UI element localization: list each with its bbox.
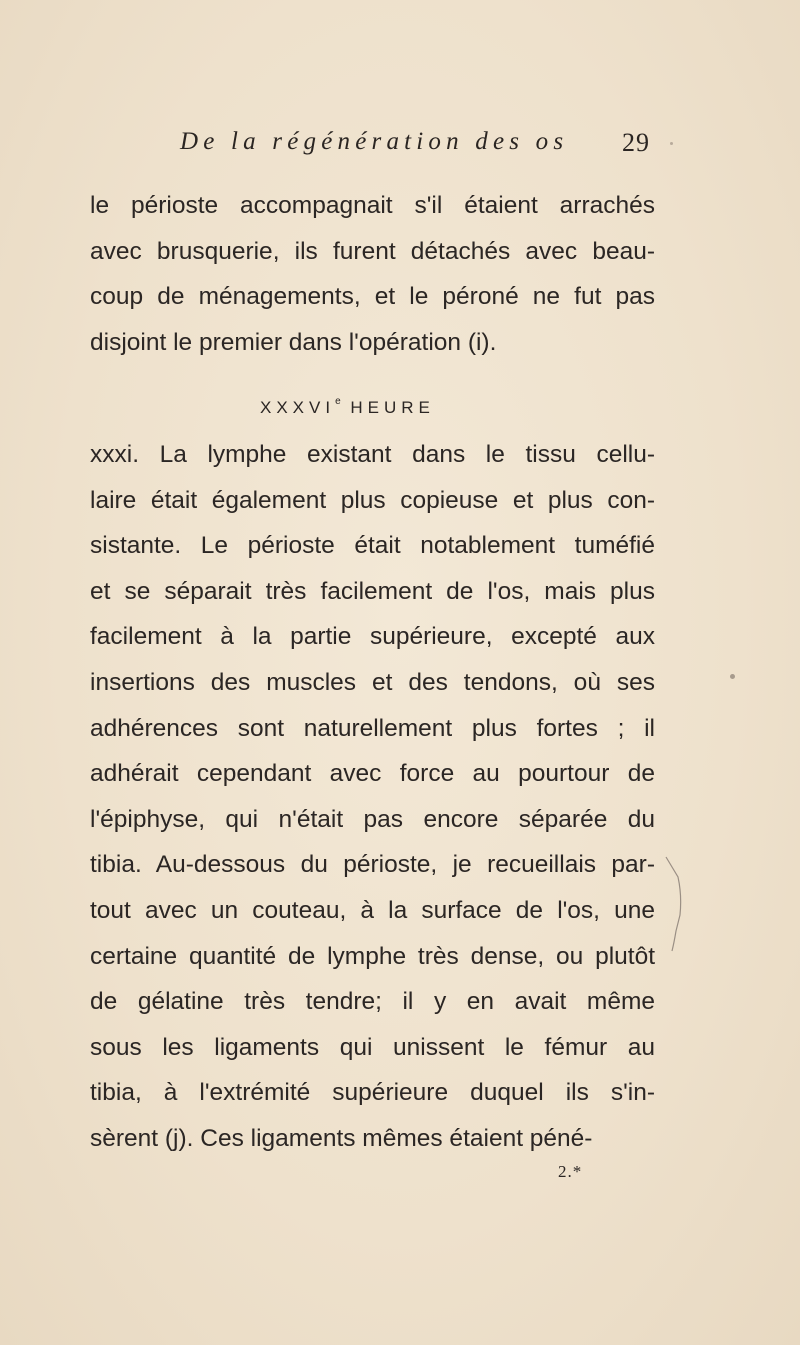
paragraph-1 xyxy=(90,183,655,365)
text-line: coup de ménagements, et le péroné ne fut pas xyxy=(90,283,655,311)
heading-word: HEURE xyxy=(350,398,435,417)
text-line: et se séparait très facilement de l'os, mais plus xyxy=(90,577,655,605)
paragraph-2 xyxy=(90,432,655,1162)
text-line: adhérences sont naturellement plus fortes ; il xyxy=(90,714,655,742)
text-line: avec brusquerie, ils furent détachés avec beau- xyxy=(90,237,655,265)
signature-mark: 2.* xyxy=(558,1162,583,1181)
page-number: 29 xyxy=(622,128,650,157)
text-line: de gélatine très tendre; il y en avait même xyxy=(90,988,655,1016)
text-line: certaine quantité de lymphe très dense, ou plutôt xyxy=(90,942,655,970)
text-line: le périoste accompagnait s'il étaient arrachés xyxy=(90,192,655,219)
heading-superscript: e xyxy=(335,396,341,408)
text-line: facilement à la partie supérieure, excepté aux xyxy=(90,623,655,651)
text-line: disjoint le premier dans l'opération (i). xyxy=(90,328,497,356)
text-line: laire était également plus copieuse et plus con- xyxy=(90,486,655,514)
heading-numeral: XXXVI xyxy=(260,398,336,417)
text-line: l'épiphyse, qui n'était pas encore séparée du xyxy=(90,805,655,833)
text-line: insertions des muscles et des tendons, où ses xyxy=(90,668,655,696)
paper-speck xyxy=(730,674,735,679)
text-line: sèrent (j). Ces ligaments mêmes étaient péné- xyxy=(90,1124,593,1152)
running-head xyxy=(140,128,660,168)
running-title: De la régénération des os xyxy=(180,128,569,155)
section-heading xyxy=(260,398,540,418)
paper-speck xyxy=(670,142,673,145)
text-line: tout avec un couteau, à la surface de l'os, une xyxy=(90,896,655,924)
text-line: tibia. Au-dessous du périoste, je recueillais par- xyxy=(90,851,655,879)
text-line: adhérait cependant avec force au pourtour de xyxy=(90,760,655,788)
margin-pencil-mark xyxy=(664,855,688,975)
text-line: tibia, à l'extrémité supérieure duquel ils s'in- xyxy=(90,1079,655,1107)
text-line: sous les ligaments qui unissent le fémur au xyxy=(90,1033,655,1061)
text-line: xxxi. La lymphe existant dans le tissu cellu- xyxy=(90,441,655,468)
text-line: sistante. Le périoste était notablement tuméfié xyxy=(90,532,655,560)
